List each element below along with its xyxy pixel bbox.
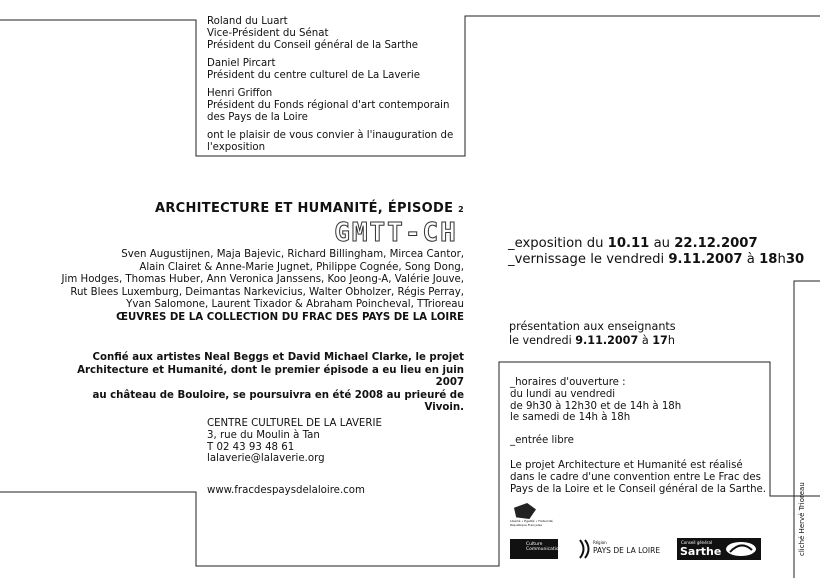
opening-h: h [777,252,786,267]
gmtt-ch-logo-text: GMTT-CH [334,219,458,245]
hours-line: de 9h30 à 12h30 et de 14h à 18h [510,400,682,412]
opening-at: à [746,252,755,267]
exhibition-label: _exposition du [508,236,604,251]
exhibition-dates [508,236,804,268]
host-name: Roland du Luart [207,16,288,27]
teachers-presentation [509,320,676,348]
region-logo [577,538,661,560]
invitation-line: l'exposition [207,142,266,153]
venue-phone: T 02 43 93 48 61 [207,441,295,453]
teachers-line: présentation aux enseignants [509,320,676,333]
artists-line: Yvan Salomone, Laurent Tixador & Abraham Poincheval, TTrioreau [126,299,464,310]
host-role: Président du Conseil général de la Sarthe [207,40,419,51]
marianne-icon [514,503,536,519]
exhibition-line [508,236,804,252]
region-name: PAYS DE LA LOIRE [593,546,661,555]
opening-label: _vernissage le vendredi [508,252,665,267]
free-entry: _entrée libre [510,435,574,446]
teachers-h: h [667,334,675,347]
venue-email[interactable]: lalaverie@lalaverie.org [207,453,325,465]
host-role: des Pays de la Loire [207,112,308,123]
host-role: Président du Fonds régional d'art contemporain [207,100,450,111]
culture-word: Culture [526,542,543,547]
opening-hours [510,377,681,424]
opening-min: 30 [785,252,805,267]
exhibition-mid: au [653,236,671,251]
artists-line: Sven Augustijnen, Maja Bajevic, Richard Billingham, Mircea Cantor, [121,249,464,260]
host-3 [207,88,467,124]
host-name: Henri Griffon [207,88,273,99]
gmtt-ch-logo [328,219,464,245]
venue-street: 3, rue du Moulin à Tan [207,429,320,441]
project-intro [64,352,464,415]
artists-line: Alain Clairet & Anne-Marie Jugnet, Philippe Cognée, Song Dong, [139,261,464,273]
host-name: Daniel Pircart [207,58,276,69]
host-1 [207,16,467,52]
project-note: Le projet Architecture et Humanité est réalisé dans le cadre d'une convention entre Le Frac des Pays de la Loire et le Conseil général de la Sarthe. [510,460,767,495]
teachers-at: à [641,334,649,347]
exhibition-end: 22.12.2007 [674,236,758,251]
teachers-date-line [509,334,676,348]
artists-line: Jim Hodges, Thomas Huber, Ann Veronica Janssens, Koo Jeong-A, Valérie Jouve, [61,274,464,285]
ministry-motto: Liberté • Égalité • Fraternité [510,519,553,523]
communication-word: Communication [526,547,562,552]
ministry-logo [510,503,560,533]
hours-line: du lundi au vendredi [510,388,616,400]
host-2 [207,58,467,82]
hours-line: _horaires d'ouverture : [510,377,626,388]
ministry-republic: République Française [510,523,542,527]
sarthe-name: Sarthe [680,545,722,558]
sarthe-logo [677,538,761,560]
invitation-text [207,130,467,154]
intro-line: au château de Bouloire, se poursuivra en été 2008 au prieuré de Vivoin. [92,389,464,413]
photo-credit: cliché Hervé Trioreau [798,482,806,556]
website-link[interactable]: www.fracdespaysdelaloire.com [207,485,365,496]
artists-line: Rut Blees Luxemburg, Deimantas Narkevicius, Walter Obholzer, Régis Perray, [70,286,464,298]
opening-line [508,252,804,268]
teachers-prefix: le vendredi [509,334,572,347]
opening-date: 9.11.2007 [668,252,743,267]
region-small-text: Région [593,540,607,545]
title-main: ARCHITECTURE ET HUMANITÉ, ÉPISODE [154,201,454,216]
collection-line: ŒUVRES DE LA COLLECTION DU FRAC DES PAYS DE LA LOIRE [116,311,464,323]
invitation-line: ont le plaisir de vous convier à l'inauguration de [207,130,454,141]
title-episode-number: 2 [458,205,464,214]
culture-logo [510,539,562,559]
region-mark-icon [577,538,591,560]
intro-line: Confié aux artistes Neal Beggs et David Michael Clarke, le projet [92,352,464,363]
sarthe-small-text: Conseil général [681,540,713,545]
teachers-hour: 17 [652,334,668,347]
sarthe-swirl-icon [724,540,758,558]
host-role: Président du centre culturel de La Laverie [207,70,420,81]
venue-name: CENTRE CULTUREL DE LA LAVERIE [207,418,382,429]
intro-line: Architecture et Humanité, dont le premier épisode a eu lieu en juin 2007 [77,364,464,388]
host-role: Vice-Président du Sénat [207,28,329,39]
venue-address [207,418,382,465]
exhibition-start: 10.11 [607,236,650,251]
exhibition-title [155,201,464,216]
artists-list [44,249,464,324]
hosts-block [207,16,467,160]
teachers-date: 9.11.2007 [575,334,639,347]
opening-hour: 18 [759,252,778,267]
hours-line: le samedi de 14h à 18h [510,412,631,424]
